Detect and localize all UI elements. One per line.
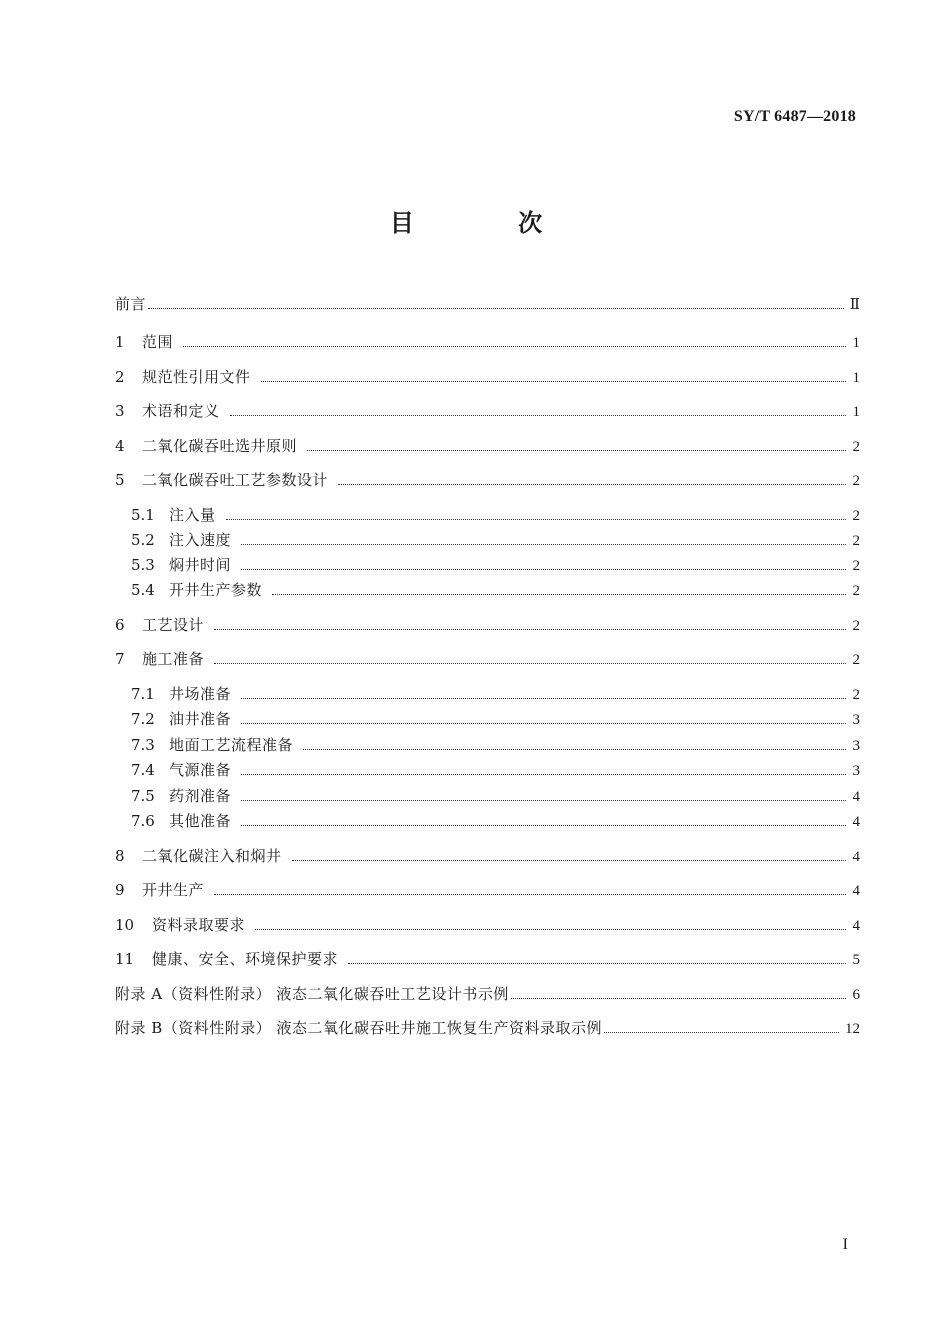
toc-leader-dots [307,450,846,451]
toc-entry-page: 2 [852,558,860,574]
toc-entry-label: 二氧化碳吞吐工艺参数设计 [142,471,329,489]
toc-entry-number: 4 [115,437,125,455]
toc-entry-7-6[interactable] [131,811,860,832]
toc-entry-number: 8 [115,847,125,865]
toc-entry-appendix-a[interactable] [115,984,860,1005]
toc-entry-label: 注入量 [169,506,216,524]
toc-entry-label: 健康、安全、环境保护要求 [152,950,339,968]
toc-leader-dots [338,484,846,485]
toc-leader-dots [241,544,846,545]
toc-entry-label: 前言 [115,295,147,313]
toc-entry-page: 4 [852,849,860,865]
toc-entry-7[interactable] [115,649,860,670]
toc-leader-dots [348,963,846,964]
toc-entry-label: 范围 [142,333,174,351]
toc-leader-dots [241,698,846,699]
toc-entry-page: 1 [852,370,860,386]
toc-entry-9[interactable] [115,880,860,901]
toc-entry-number: 7.2 [131,710,155,728]
toc-entry-label: 气源准备 [169,761,232,779]
toc-entry-5-4[interactable] [131,580,860,601]
page-number: I [842,1236,848,1253]
toc-leader-dots [214,894,846,895]
toc-entry-7-3[interactable] [131,735,860,756]
toc-entry-label: 油井准备 [169,710,232,728]
toc-entry-number: 7 [115,650,125,668]
toc-entry-2[interactable] [115,367,860,388]
toc-entry-label: 施工准备 [142,650,205,668]
toc-leader-dots [241,723,846,724]
toc-title: 目 次 [389,208,591,237]
toc-entry-page: 2 [852,473,860,489]
toc-entry-10[interactable] [115,915,860,936]
toc-entry-number: 11 [115,950,135,968]
toc-entry-page: 2 [852,618,860,634]
standard-code: SY/T 6487—2018 [733,108,856,125]
toc-leader-dots [292,860,846,861]
toc-leader-dots [241,569,846,570]
toc-entry-label: 药剂准备 [169,787,232,805]
toc-leader-dots [255,929,846,930]
toc-entry-page: 1 [852,404,860,420]
toc-entry-4[interactable] [115,436,860,457]
toc-entry-7-4[interactable] [131,760,860,781]
toc-leader-dots [261,381,846,382]
toc-entry-number: 9 [115,881,125,899]
toc-entry-foreword[interactable] [115,294,860,315]
toc-entry-label: 其他准备 [169,812,232,830]
toc-leader-dots [303,749,846,750]
toc-entry-number: 5.4 [131,581,155,599]
toc-entry-label: 附录 A（资料性附录） 液态二氧化碳吞吐工艺设计书示例 [115,985,509,1003]
toc-entry-label: 开井生产参数 [169,581,263,599]
toc-leader-dots [241,774,846,775]
toc-entry-8[interactable] [115,846,860,867]
toc-entry-7-2[interactable] [131,709,860,730]
toc-entry-number: 3 [115,402,125,420]
toc-leader-dots [511,998,846,999]
toc-entry-appendix-b[interactable] [115,1018,860,1039]
toc-entry-label: 注入速度 [169,531,232,549]
toc-entry-page: 2 [852,652,860,668]
toc-entry-page: 2 [852,439,860,455]
toc-entry-page: 4 [852,918,860,934]
toc-entry-number: 7.5 [131,787,155,805]
toc-entry-page: 4 [852,883,860,899]
toc-entry-label: 地面工艺流程准备 [169,736,294,754]
toc-entry-number: 5 [115,471,125,489]
toc-entry-page: 2 [852,508,860,524]
toc-entry-3[interactable] [115,401,860,422]
toc-entry-page: 3 [852,763,860,779]
toc-entry-label: 附录 B（资料性附录） 液态二氧化碳吞吐井施工恢复生产资料录取示例 [115,1019,603,1037]
toc-entry-label: 工艺设计 [142,616,205,634]
toc-entry-5-1[interactable] [131,505,860,526]
toc-entry-page: 2 [852,687,860,703]
toc-leader-dots [214,629,846,630]
toc-entry-number: 6 [115,616,125,634]
toc-leader-dots [230,415,846,416]
toc-entry-label: 二氧化碳吞吐选井原则 [142,437,298,455]
toc-entry-5-3[interactable] [131,555,860,576]
toc-entry-label: 井场准备 [169,685,232,703]
toc-entry-5-2[interactable] [131,530,860,551]
toc-entry-page: Ⅱ [849,297,860,313]
toc-entry-number: 7.1 [131,685,155,703]
toc-entry-number: 10 [115,916,135,934]
toc-entry-number: 5.3 [131,556,155,574]
toc-entry-number: 5.1 [131,506,155,524]
toc-leader-dots [604,1032,839,1033]
toc-leader-dots [272,594,846,595]
toc-leader-dots [183,346,846,347]
toc-entry-1[interactable] [115,332,860,353]
toc-entry-page: 3 [852,712,860,728]
toc-leader-dots [226,519,846,520]
toc-entry-page: 2 [852,583,860,599]
toc-entry-label: 二氧化碳注入和焖井 [142,847,282,865]
toc-entry-label: 术语和定义 [142,402,220,420]
toc-entry-number: 7.6 [131,812,155,830]
toc-entry-label: 规范性引用文件 [142,368,251,386]
toc-entry-page: 3 [852,738,860,754]
toc-leader-dots [148,308,844,309]
toc-leader-dots [214,663,846,664]
toc-entry-page: 1 [852,335,860,351]
toc-entry-6[interactable] [115,615,860,636]
toc-entry-label: 开井生产 [142,881,205,899]
toc-leader-dots [241,800,846,801]
toc-entry-7-5[interactable] [131,786,860,807]
toc-entry-7-1[interactable] [131,684,860,705]
toc-entry-number: 5.2 [131,531,155,549]
toc-entry-page: 4 [852,814,860,830]
toc-entry-number: 7.4 [131,761,155,779]
toc-entry-number: 2 [115,368,125,386]
toc-entry-11[interactable] [115,949,860,970]
toc-entry-number: 1 [115,333,125,351]
toc-entry-label: 焖井时间 [169,556,232,574]
toc-leader-dots [241,825,846,826]
toc-entry-number: 7.3 [131,736,155,754]
toc-entry-page: 4 [852,789,860,805]
toc-entry-label: 资料录取要求 [152,916,246,934]
toc-entry-page: 2 [852,533,860,549]
toc-entry-page: 12 [845,1021,860,1037]
toc-entry-page: 6 [852,987,860,1003]
toc-entry-page: 5 [852,952,860,968]
toc-entry-5[interactable] [115,470,860,491]
